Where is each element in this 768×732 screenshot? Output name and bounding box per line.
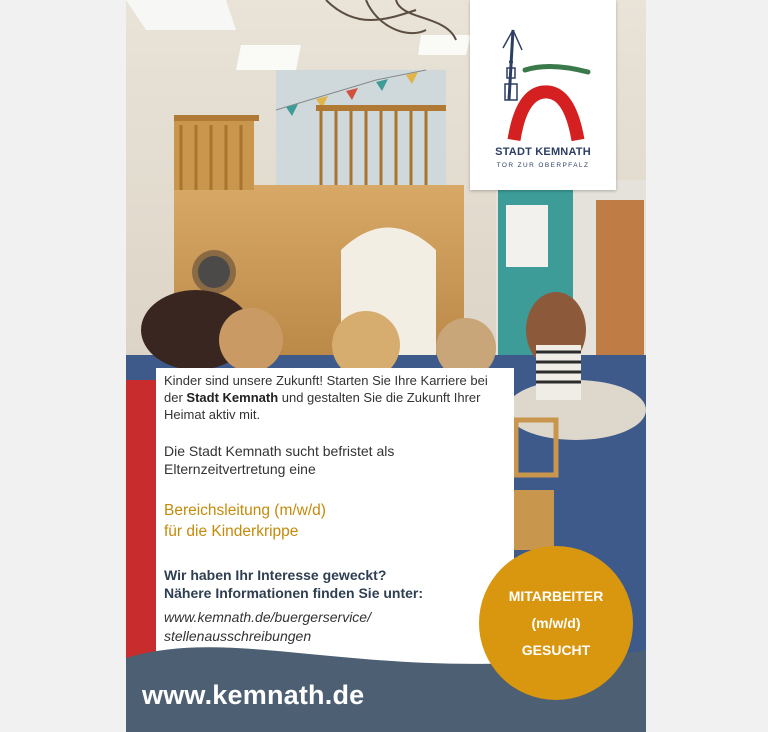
logo-name: STADT KEMNATH bbox=[495, 146, 591, 158]
job-title-line-2: für die Kinderkrippe bbox=[164, 523, 299, 540]
job-title-line-1: Bereichsleitung (m/w/d) bbox=[164, 502, 326, 519]
badge-line-3: GESUCHT bbox=[521, 641, 591, 658]
search-text bbox=[164, 442, 504, 478]
intro-part-1: Kinder sind unsere Zukunft! Starten Sie Ihre Karriere bei der bbox=[164, 373, 488, 405]
kemnath-emblem-icon bbox=[470, 0, 616, 146]
badge-line-1: MITARBEITER bbox=[508, 587, 604, 604]
intro-part-2: und gestalten Sie die Zukunft Ihrer Heimat aktiv mit. bbox=[164, 390, 481, 422]
intro-text bbox=[164, 372, 504, 423]
interest-line-2: Nähere Informationen finden Sie unter: bbox=[164, 585, 424, 601]
search-line-1: Die Stadt Kemnath sucht befristet als bbox=[164, 443, 395, 459]
logo-tagline: TOR ZUR OBERPFALZ bbox=[496, 162, 590, 169]
job-poster bbox=[126, 0, 646, 732]
city-logo bbox=[470, 0, 616, 190]
search-line-2: Elternzeitvertretung eine bbox=[164, 461, 316, 477]
job-title bbox=[164, 500, 504, 542]
interest-line-1: Wir haben Ihr Interesse geweckt? bbox=[164, 567, 387, 583]
website-link[interactable]: www.kemnath.de bbox=[142, 680, 365, 710]
interest-text bbox=[164, 566, 504, 602]
link-line-1[interactable]: www.kemnath.de/buergerservice/ bbox=[164, 609, 371, 625]
intro-city-name: Stadt Kemnath bbox=[186, 390, 279, 405]
link-line-2[interactable]: stellenausschreibungen bbox=[164, 628, 312, 644]
hiring-badge bbox=[479, 546, 633, 700]
badge-line-2: (m/w/d) bbox=[531, 614, 581, 631]
